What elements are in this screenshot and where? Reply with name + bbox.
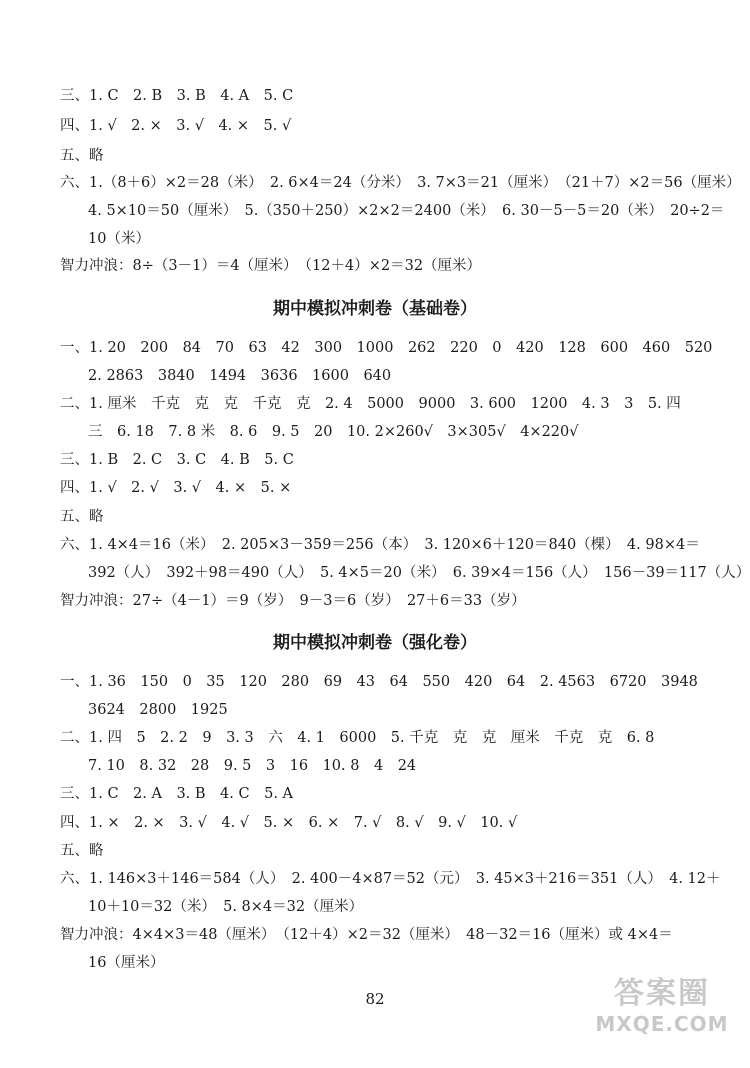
section-c-part-3: 三、1. C 2. A 3. B 4. C 5. A [60,786,294,802]
section-b-part-6-line-2: 392（人） 392＋98＝490（人） 5. 4×5＝20（米） 6. 39×4＝156（人） 156－39＝117（人） [88,565,750,581]
watermark-logo [592,976,732,1046]
section-b-part-2-line-1: 二、1. 厘米 千克 克 克 千克 克 2. 4 5000 9000 3. 600 1200 4. 3 3 5. 四 [60,396,681,412]
watermark-title: 答案圈 [614,976,710,1011]
part-a-section-5: 五、略 [60,148,104,164]
section-c-part-6-line-2: 10＋10＝32（米） 5. 8×4＝32（厘米） [88,899,364,915]
section-c-part-1-line-1: 一、1. 36 150 0 35 120 280 69 43 64 550 420 64 2. 4563 6720 3948 [60,674,698,690]
section-b-part-3: 三、1. B 2. C 3. C 4. B 5. C [60,452,294,468]
part-a-section-4: 四、1. √ 2. × 3. √ 4. × 5. √ [60,118,292,134]
section-c-brain-teaser-line-2: 16（厘米） [88,955,165,971]
section-b-part-6-line-1: 六、1. 4×4＝16（米） 2. 205×3－359＝256（本） 3. 120×6＋120＝840（棵） 4. 98×4＝ [60,537,700,553]
section-c-part-5: 五、略 [60,843,104,859]
section-c-part-6-line-1: 六、1. 146×3＋146＝584（人） 2. 400－4×87＝52（元） 3. 45×3＋216＝351（人） 4. 12＋ [60,871,721,887]
section-b-part-1-line-2: 2. 2863 3840 1494 3636 1600 640 [88,368,392,384]
part-a-section-6-line-3: 10（米） [88,231,150,247]
section-b-part-5: 五、略 [60,509,104,525]
section-c-part-2-line-1: 二、1. 四 5 2. 2 9 3. 3 六 4. 1 6000 5. 千克 克 克 厘米 千克 克 6. 8 [60,730,655,746]
section-c-part-2-line-2: 7. 10 8. 32 28 9. 5 3 16 10. 8 4 24 [88,758,417,774]
part-a-brain-teaser: 智力冲浪：8÷（3－1）＝4（厘米） （12＋4）×2＝32（厘米） [60,258,482,274]
section-c-part-4: 四、1. × 2. × 3. √ 4. √ 5. × 6. × 7. √ 8. √ 9. √ 10. √ [60,815,518,831]
section-c-part-1-line-2: 3624 2800 1925 [88,702,228,718]
section-b-part-4: 四、1. √ 2. √ 3. √ 4. × 5. × [60,480,292,496]
section-b-part-2-line-2: 三 6. 18 7. 8 米 8. 6 9. 5 20 10. 2×260√ 3×305√ 4×220√ [88,424,579,440]
part-a-section-3: 三、1. C 2. B 3. B 4. A 5. C [60,88,294,104]
section-b-title: 期中模拟冲刺卷（基础卷） [273,299,477,319]
section-c-brain-teaser-line-1: 智力冲浪：4×4×3＝48（厘米） （12＋4）×2＝32（厘米） 48－32＝16（厘米）或 4×4＝ [60,927,673,943]
part-a-section-6-line-1: 六、1.（8＋6）×2＝28（米） 2. 6×4＝24（分米） 3. 7×3＝21（厘米） （21＋7）×2＝56（厘米） [60,175,741,191]
page-number: 82 [365,990,385,1008]
watermark-url: MXQE.COM [595,1012,729,1036]
section-b-brain-teaser: 智力冲浪：27÷（4－1）＝9（岁） 9－3＝6（岁） 27＋6＝33（岁） [60,593,526,609]
section-b-part-1-line-1: 一、1. 20 200 84 70 63 42 300 1000 262 220 0 420 128 600 460 520 [60,340,713,356]
part-a-section-6-line-2: 4. 5×10＝50（厘米） 5.（350＋250）×2×2＝2400（米） 6. 30－5－5＝20（米） 20÷2＝ [88,203,725,219]
section-c-title: 期中模拟冲刺卷（强化卷） [273,633,477,653]
